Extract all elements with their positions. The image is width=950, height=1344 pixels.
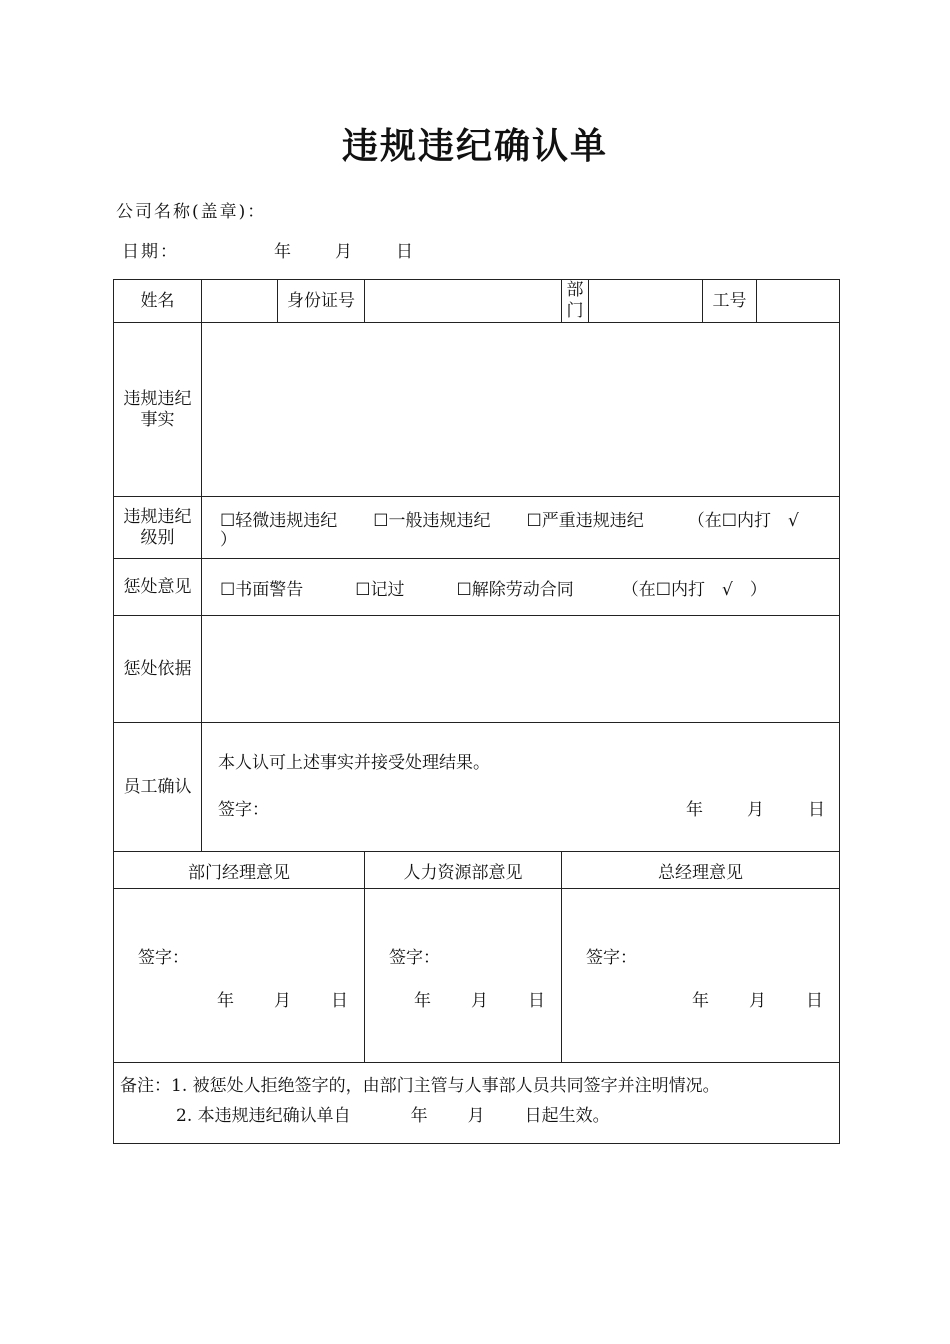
level-options — [202, 497, 840, 559]
punishment-hint: （在☐内打 √ ） — [621, 579, 767, 600]
emp-no-label: 工号 — [703, 280, 757, 323]
basis-label: 惩处依据 — [114, 616, 202, 723]
employee-confirm-label: 员工确认 — [114, 723, 202, 852]
dept-input[interactable] — [589, 280, 703, 323]
hr-opinion-header: 人力资源部意见 — [365, 852, 562, 889]
name-input[interactable] — [202, 280, 278, 323]
gm-opinion-cell[interactable] — [562, 889, 840, 1063]
level-serious-checkbox[interactable]: ☐严重违规违纪 — [526, 510, 644, 531]
notes-cell — [114, 1063, 840, 1144]
dept-manager-opinion-header: 部门经理意见 — [114, 852, 365, 889]
gm-opinion-header: 总经理意见 — [562, 852, 840, 889]
date-year: 年 — [274, 242, 293, 262]
date-field[interactable] — [122, 237, 415, 262]
emp-no-input[interactable] — [757, 280, 840, 323]
punishment-options — [202, 559, 840, 616]
dept-label: 部门 — [562, 280, 589, 323]
level-minor-checkbox[interactable]: ☐轻微违规违纪 — [220, 510, 338, 531]
confirmation-form-table — [113, 279, 840, 1144]
note-line-2-month: 月 — [467, 1106, 485, 1126]
date-day: 日 — [396, 242, 415, 262]
punishment-label: 惩处意见 — [114, 559, 202, 616]
demerit-checkbox[interactable]: ☐记过 — [355, 579, 405, 600]
level-hint-end: ） — [220, 529, 237, 550]
employee-sign-date: 年 月 日 — [686, 800, 826, 820]
terminate-contract-checkbox[interactable]: ☐解除劳动合同 — [456, 579, 574, 600]
date-month: 月 — [335, 242, 354, 262]
hr-opinion-cell[interactable] — [365, 889, 562, 1063]
warning-checkbox[interactable]: ☐书面警告 — [220, 579, 304, 600]
facts-label: 违规违纪事实 — [114, 323, 202, 497]
page-title: 违规违纪确认单 — [341, 126, 608, 167]
notes-prefix: 备注： — [120, 1076, 171, 1096]
hr-sign-date: 年 月 日 — [414, 991, 546, 1011]
dept-manager-sign-date: 年 月 日 — [217, 991, 348, 1011]
gm-sign-date: 年 月 日 — [692, 991, 824, 1011]
level-label: 违规违纪级别 — [114, 497, 202, 559]
note-line-1: 1. 被惩处人拒绝签字的，由部门主管与人事部人员共同签字并注明情况。 — [171, 1076, 720, 1096]
dept-manager-opinion-cell[interactable] — [114, 889, 365, 1063]
gm-sign-label: 签字： — [586, 948, 638, 968]
note-line-2-start: 2. 本违规违纪确认单自 — [176, 1106, 351, 1126]
level-general-checkbox[interactable]: ☐一般违规违纪 — [373, 510, 491, 531]
id-card-label: 身份证号 — [278, 280, 365, 323]
date-label: 日期： — [122, 242, 179, 262]
company-name-field[interactable]: 公司名称(盖章)： — [116, 202, 267, 222]
hr-sign-label: 签字： — [389, 948, 440, 968]
basis-input[interactable] — [202, 616, 840, 723]
note-line-2-year: 年 — [410, 1106, 428, 1126]
level-hint: （在☐内打 √ — [687, 510, 799, 531]
facts-input[interactable] — [202, 323, 840, 497]
employee-confirm-cell[interactable] — [202, 723, 840, 852]
note-line-2-end: 日起生效。 — [524, 1106, 610, 1126]
name-label: 姓名 — [114, 280, 202, 323]
employee-sign-label: 签字： — [218, 800, 269, 820]
confirm-statement: 本人认可上述事实并接受处理结果。 — [218, 753, 490, 773]
dept-manager-sign-label: 签字： — [138, 948, 189, 968]
id-card-input[interactable] — [365, 280, 562, 323]
